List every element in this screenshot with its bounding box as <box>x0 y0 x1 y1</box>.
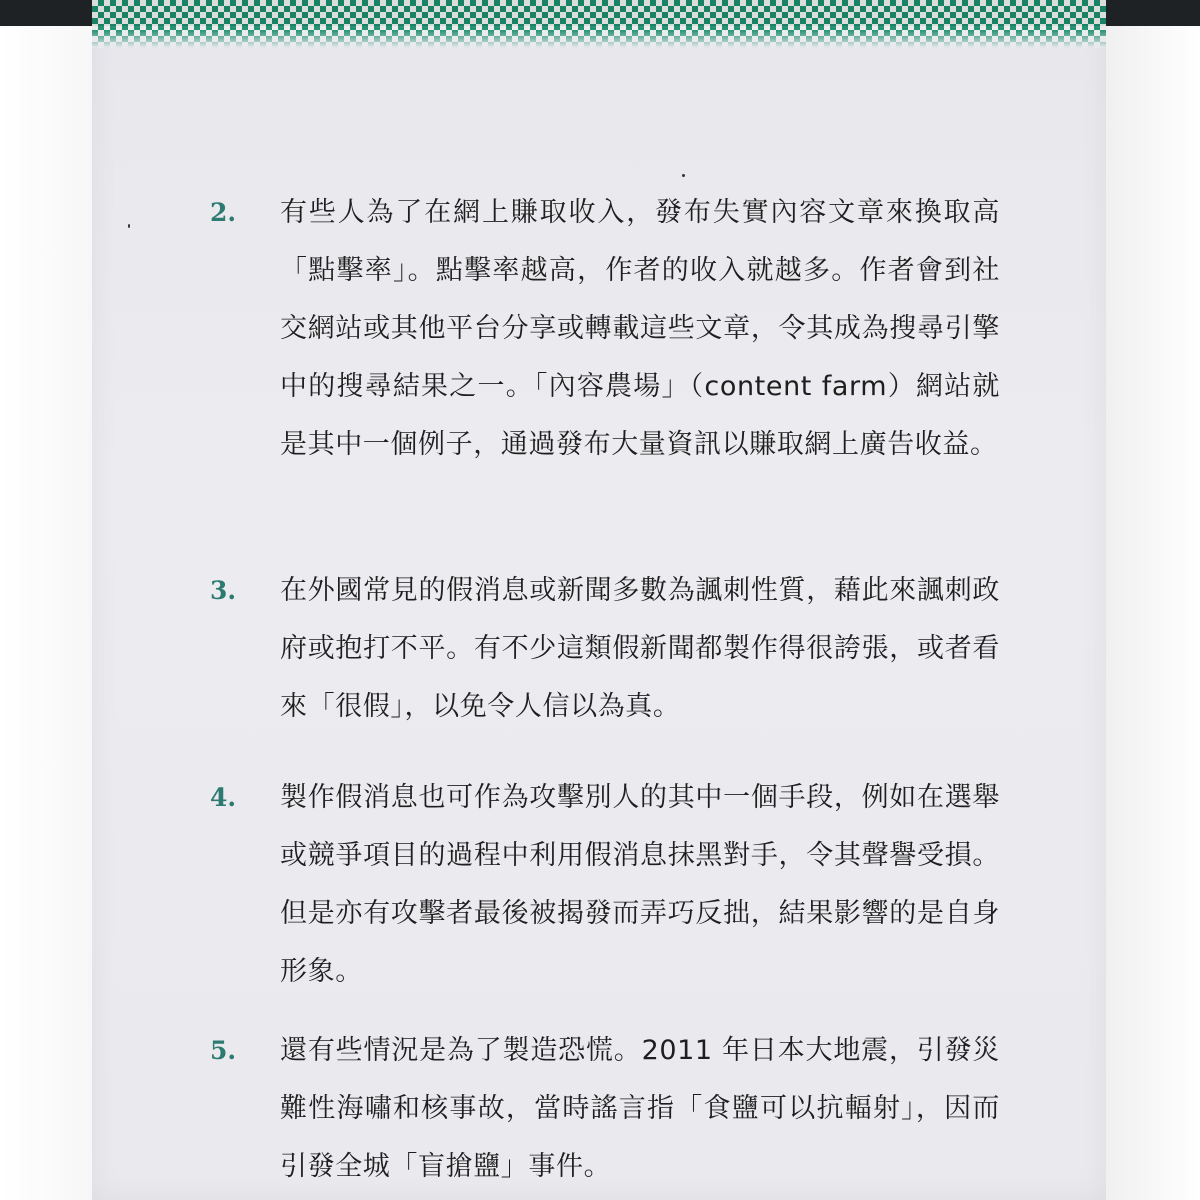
background-right <box>1106 0 1200 1200</box>
list-number: 2. <box>210 198 237 227</box>
list-item-text: 在外國常見的假消息或新聞多數為諷刺性質，藉此來諷刺政府或抱打不平。有不少這類假新聞都製作得很誇張，或者看來「很假」，以免令人信以為真。 <box>280 575 1000 722</box>
checkered-border-fade <box>92 30 1106 48</box>
background-left <box>0 0 92 1200</box>
paper-speck <box>128 224 130 228</box>
list-item-text: 有些人為了在網上賺取收入，發布失實內容文章來換取高「點擊率」。點擊率越高，作者的收入就越多。作者會到社交網站或其他平台分享或轉載這些文章，令其成為搜尋引擎中的搜尋結果之一。「內容農場」（content farm）網站就是其中一個例子，通過發布大量資訊以賺取網上廣告收益。 <box>280 197 1000 460</box>
list-number: 5. <box>210 1036 237 1065</box>
list-item-text: 製作假消息也可作為攻擊別人的其中一個手段，例如在選舉或競爭項目的過程中利用假消息抹黑對手，令其聲譽受損。但是亦有攻擊者最後被揭發而弄巧反拙，結果影響的是自身形象。 <box>280 782 1000 987</box>
list-number: 3. <box>210 576 237 605</box>
paper-speck <box>682 174 685 177</box>
list-item-text: 還有些情況是為了製造恐慌。2011 年日本大地震，引發災難性海嘯和核事故，當時謠言指「食鹽可以抗輻射」，因而引發全城「盲搶鹽」事件。 <box>280 1035 1000 1182</box>
list-number: 4. <box>210 783 237 812</box>
